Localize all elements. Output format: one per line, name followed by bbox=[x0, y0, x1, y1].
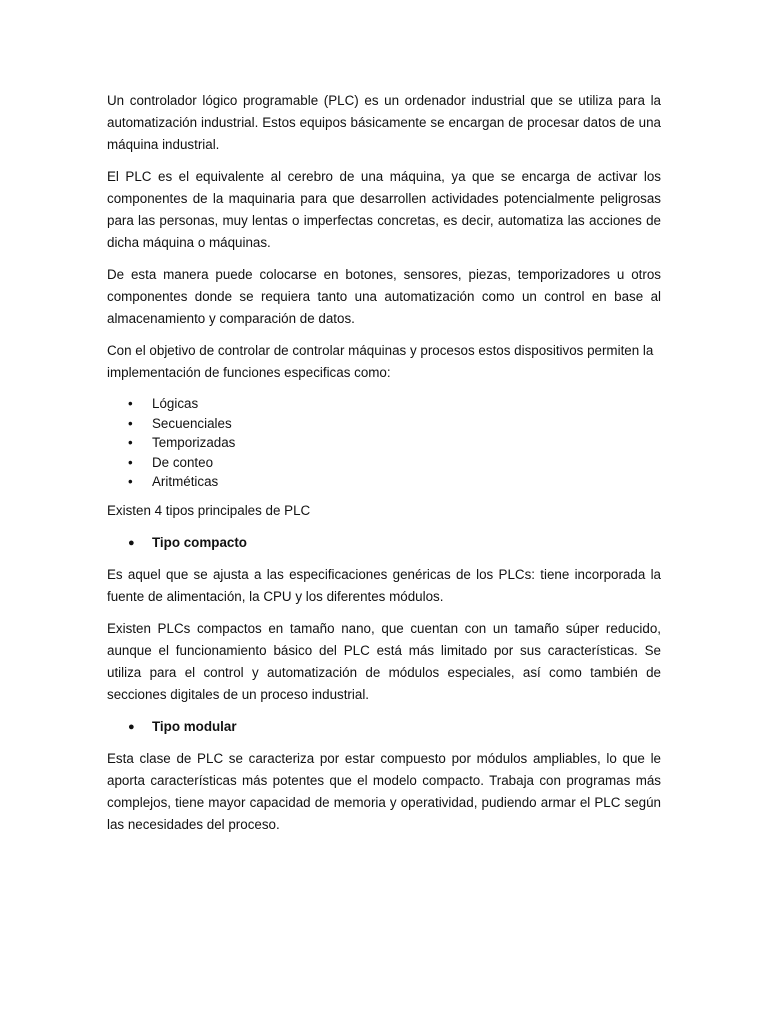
list-item bbox=[107, 394, 661, 414]
bullet-icon: • bbox=[128, 435, 133, 450]
intro-paragraph-2: El PLC es el equivalente al cerebro de una máquina, ya que se encarga de activar los componentes de la maquinaria para que desarrollen actividades potencialmente peligrosas para las personas, muy lentas o imperfectas concretas, es decir, automatiza las acciones de dicha máquina o máquinas. bbox=[107, 169, 661, 250]
list-item bbox=[107, 414, 661, 434]
intro-paragraph-3: De esta manera puede colocarse en botones, sensores, piezas, temporizadores u otros componentes donde se requiera tanto una automatización como un control en base al almacenamiento y comparación de datos. bbox=[107, 267, 661, 326]
list-item bbox=[107, 453, 661, 473]
list-item-label: Secuenciales bbox=[152, 415, 232, 431]
list-item-label: Temporizadas bbox=[152, 435, 236, 450]
compact-paragraph-2: Existen PLCs compactos en tamaño nano, que cuentan con un tamaño súper reducido, aunque el funcionamiento básico del PLC está más limitado por sus características. Se utiliza para el control y automatización de módulos especiales, así como también de secciones digitales de un proceso industrial. bbox=[107, 620, 661, 702]
intro-paragraph-1: Un controlador lógico programable (PLC) es un ordenador industrial que se utiliza para la automatización industrial. Estos equipos básicamente se encargan de procesar datos de una máquina industrial. bbox=[107, 93, 661, 152]
functions-list bbox=[107, 394, 661, 492]
intro-paragraph-4: Con el objetivo de controlar de controlar máquinas y procesos estos dispositivos permiten la implementación de funciones especificas como: bbox=[107, 343, 654, 380]
bullet-icon: • bbox=[128, 474, 133, 489]
list-item-label: Aritméticas bbox=[152, 474, 219, 489]
section-heading-label: Tipo modular bbox=[152, 718, 237, 734]
types-intro: Existen 4 tipos principales de PLC bbox=[107, 502, 311, 518]
list-item bbox=[107, 433, 661, 453]
bullet-icon: • bbox=[128, 415, 133, 431]
document-page bbox=[107, 90, 661, 846]
section-heading-modular bbox=[107, 716, 661, 738]
compact-paragraph-1: Es aquel que se ajusta a las especificaciones genéricas de los PLCs: tiene incorporada la fuente de alimentación, la CPU y los diferentes módulos. bbox=[107, 566, 661, 604]
list-item-label: De conteo bbox=[152, 454, 214, 470]
section-heading-compact bbox=[107, 532, 661, 554]
list-item-label: Lógicas bbox=[152, 396, 199, 411]
list-item bbox=[107, 472, 661, 492]
bullet-icon: • bbox=[128, 396, 133, 411]
bullet-icon: ● bbox=[128, 536, 135, 549]
bullet-icon: ● bbox=[128, 720, 135, 733]
section-heading-label: Tipo compacto bbox=[152, 534, 247, 550]
modular-paragraph-1: Esta clase de PLC se caracteriza por estar compuesto por módulos ampliables, lo que le aporta características más potentes que el modelo compacto. Trabaja con programas más complejos, tiene mayor capacidad de memoria y operatividad, pudiendo armar el PLC según las necesidades del proceso. bbox=[107, 750, 661, 832]
bullet-icon: • bbox=[128, 454, 133, 470]
